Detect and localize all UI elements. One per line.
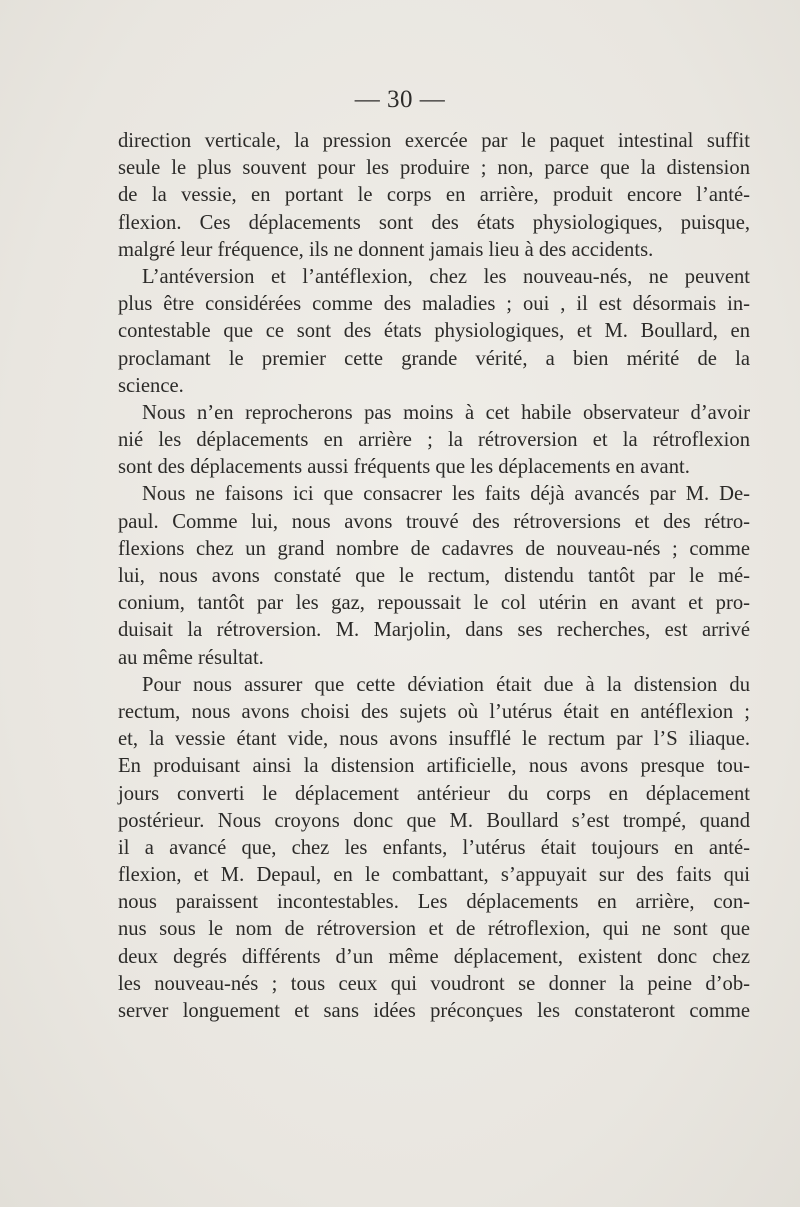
text-line: server longuement et sans idées préconçues les constateront comme <box>118 1000 750 1022</box>
text-line: duisait la rétroversion. M. Marjolin, dans ses recherches, est arrivé <box>118 619 750 642</box>
text-line: En produisant ainsi la distension artificielle, nous avons presque tou- <box>118 755 750 778</box>
body-text <box>118 128 750 1025</box>
text-line: nous paraissent incontestables. Les déplacements en arrière, con- <box>118 891 750 914</box>
text-line: flexion. Ces déplacements sont des états physiologiques, puisque, <box>118 211 750 234</box>
text-line: plus être considérées comme des maladies ; oui , il est désormais in- <box>118 293 750 316</box>
text-line: flexions chez un grand nombre de cadavres de nouveau-nés ; comme <box>118 537 750 560</box>
text-line: et, la vessie étant vide, nous avons insufflé le rectum par l’S iliaque. <box>118 728 750 751</box>
text-line: lui, nous avons constaté que le rectum, distendu tantôt par le mé- <box>118 565 750 587</box>
text-line: paul. Comme lui, nous avons trouvé des rétroversions et des rétro- <box>118 510 750 533</box>
text-line: seule le plus souvent pour les produire ; non, parce que la distension <box>118 157 750 180</box>
text-line: rectum, nous avons choisi des sujets où l’utérus était en antéflexion ; <box>118 700 750 723</box>
text-line: Pour nous assurer que cette déviation était due à la distension du <box>142 673 750 696</box>
text-line: les nouveau-nés ; tous ceux qui voudront se donner la peine d’ob- <box>118 972 750 995</box>
text-line: nus sous le nom de rétroversion et de rétroflexion, qui ne sont que <box>118 918 750 941</box>
text-line: Nous ne faisons ici que consacrer les faits déjà avancés par M. De- <box>142 483 750 506</box>
text-line: contestable que ce sont des états physiologiques, et M. Boullard, en <box>118 320 750 343</box>
text-line: malgré leur fréquence, ils ne donnent jamais lieu à des accidents. <box>118 238 654 261</box>
text-line: de la vessie, en portant le corps en arrière, produit encore l’anté- <box>118 184 750 207</box>
text-line: direction verticale, la pression exercée par le paquet intestinal suffit <box>118 130 750 152</box>
text-line: L’antéversion et l’antéflexion, chez les nouveau-nés, ne peuvent <box>142 265 750 288</box>
text-line: sont des déplacements aussi fréquents que les déplacements en avant. <box>118 456 690 479</box>
text-line: au même résultat. <box>118 646 264 669</box>
text-line: proclamant le premier cette grande vérité, a bien mérité de la <box>118 347 750 370</box>
text-line: science. <box>118 374 184 397</box>
text-line: jours converti le déplacement antérieur du corps en déplacement <box>118 782 750 805</box>
text-line: postérieur. Nous croyons donc que M. Boullard s’est trompé, quand <box>118 809 750 832</box>
text-line: flexion, et M. Depaul, en le combattant, s’appuyait sur des faits qui <box>118 864 750 887</box>
text-line: Nous n’en reprocherons pas moins à cet habile observateur d’avoir <box>142 401 750 424</box>
text-line: nié les déplacements en arrière ; la rétroversion et la rétroflexion <box>118 429 750 452</box>
page-number: — 30 — <box>354 86 446 113</box>
text-line: deux degrés différents d’un même déplacement, existent donc chez <box>118 945 750 968</box>
text-line: il a avancé que, chez les enfants, l’utérus était toujours en anté- <box>118 836 750 859</box>
text-line: conium, tantôt par les gaz, repoussait le col utérin en avant et pro- <box>118 592 750 615</box>
